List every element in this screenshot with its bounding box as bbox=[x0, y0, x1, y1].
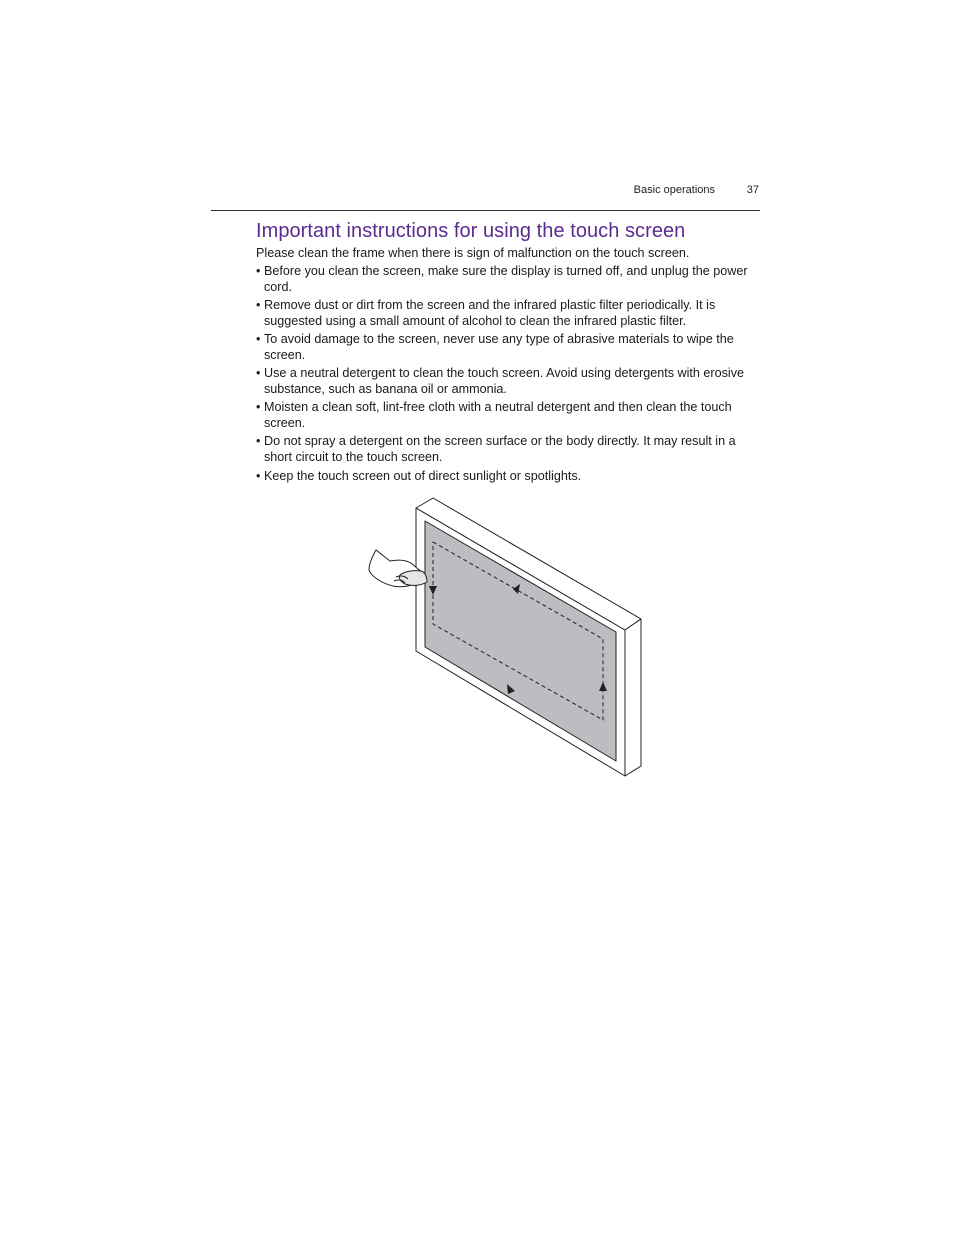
list-item bbox=[256, 264, 761, 296]
bullet-icon: • bbox=[256, 400, 261, 415]
bullet-icon: • bbox=[256, 332, 261, 347]
instruction-list bbox=[256, 264, 761, 484]
list-item bbox=[256, 298, 761, 330]
list-item-text: Keep the touch screen out of direct sunlight or spotlights. bbox=[264, 468, 582, 483]
bullet-icon: • bbox=[256, 264, 261, 278]
bullet-icon: • bbox=[256, 298, 261, 313]
list-item-text: To avoid damage to the screen, never use any type of abrasive materials to wipe the screen. bbox=[264, 332, 734, 362]
running-header bbox=[560, 184, 760, 200]
main-content bbox=[256, 219, 761, 487]
list-item-text: Use a neutral detergent to clean the touch screen. Avoid using detergents with erosive substance, such as banana oil or ammonia. bbox=[264, 366, 745, 397]
header-rule bbox=[211, 210, 760, 211]
list-item bbox=[256, 400, 761, 432]
list-item-text: Moisten a clean soft, lint-free cloth with a neutral detergent and then clean the touch screen. bbox=[264, 400, 732, 431]
list-item bbox=[256, 469, 761, 485]
list-item bbox=[256, 434, 761, 466]
page-number: 37 bbox=[746, 184, 759, 196]
list-item-text: Do not spray a detergent on the screen surface or the body directly. It may result in a short circuit to the touch screen. bbox=[264, 434, 736, 465]
touch-screen-cleaning-illustration bbox=[360, 490, 660, 790]
list-item-text: Remove dust or dirt from the screen and the infrared plastic filter periodically. It is suggested using a small amount of alcohol to clean the infrared plastic filter. bbox=[264, 298, 716, 328]
list-item bbox=[256, 332, 761, 364]
bullet-icon: • bbox=[256, 468, 261, 483]
page-title: Important instructions for using the touch screen bbox=[256, 220, 686, 242]
bullet-icon: • bbox=[256, 366, 261, 381]
bullet-icon: • bbox=[256, 434, 261, 449]
intro-paragraph: Please clean the frame when there is sign of malfunction on the touch screen. bbox=[256, 246, 690, 260]
list-item bbox=[256, 366, 761, 398]
display-bezel-side-edge bbox=[625, 619, 641, 776]
header-section-title: Basic operations bbox=[633, 184, 715, 196]
list-item-text: Before you clean the screen, make sure the display is turned off, and unplug the power cord. bbox=[264, 264, 748, 294]
